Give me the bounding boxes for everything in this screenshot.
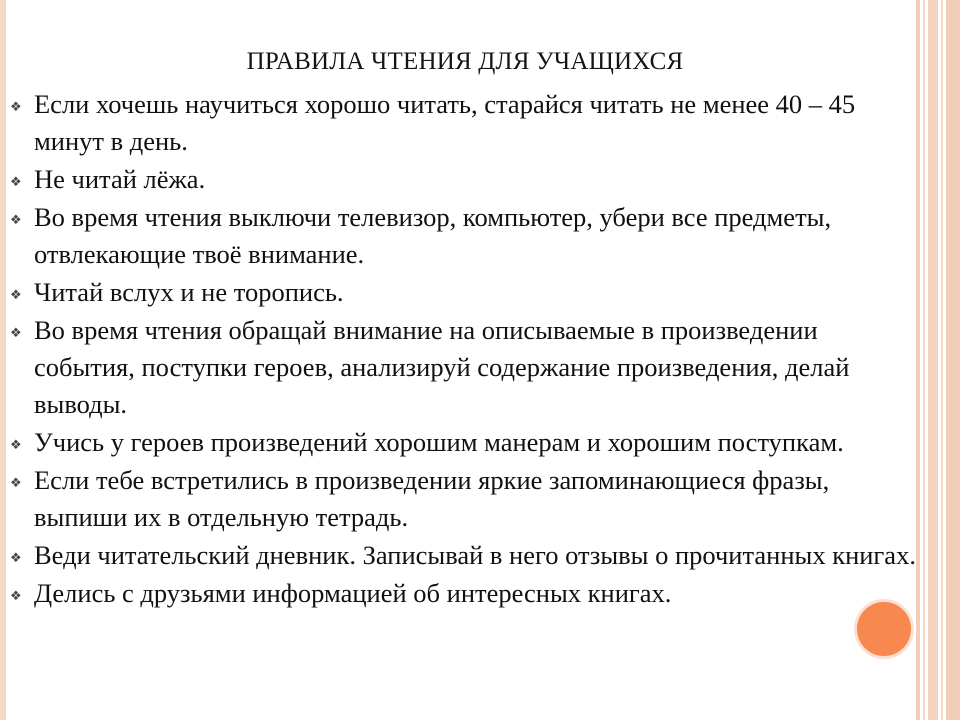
rules-list — [10, 86, 922, 613]
list-item — [10, 274, 922, 311]
rule-text: Если хочешь научиться хорошо читать, старайся читать не менее 40 – 45 минут в день. — [34, 89, 856, 156]
rule-text: Во время чтения выключи телевизор, компьютер, убери все предметы, отвлекающие твоё внимание. — [34, 202, 832, 269]
diamond-bullet-icon: ❖ — [10, 438, 22, 453]
rule-text: Во время чтения обращай внимание на описываемые в произведении события, поступки героев, анализируй содержание произведения, делай выводы. — [34, 315, 850, 419]
diamond-bullet-icon: ❖ — [10, 551, 22, 566]
diamond-bullet-icon: ❖ — [10, 100, 22, 115]
stripe — [928, 0, 938, 720]
right-decorative-stripes — [916, 0, 960, 720]
stripe — [923, 0, 925, 720]
diamond-bullet-icon: ❖ — [10, 175, 22, 190]
left-frame-border — [0, 0, 6, 720]
orange-circle-decoration — [854, 599, 914, 659]
rule-text: Делись с друзьями информацией об интересных книгах. — [34, 578, 672, 608]
rule-text: Читай вслух и не торопись. — [34, 277, 344, 307]
stripe — [941, 0, 943, 720]
list-item — [10, 424, 922, 461]
list-item — [10, 537, 922, 574]
diamond-bullet-icon: ❖ — [10, 213, 22, 228]
rule-text: Веди читательский дневник. Записывай в него отзывы о прочитанных книгах. — [34, 540, 916, 570]
rule-text: Если тебе встретились в произведении яркие запоминающиеся фразы, выпиши их в отдельную тетрадь. — [34, 465, 830, 532]
rule-text: Учись у героев произведений хорошим манерам и хорошим поступкам. — [34, 427, 844, 457]
list-item — [10, 312, 922, 423]
diamond-bullet-icon: ❖ — [10, 589, 22, 604]
rule-text: Не читай лёжа. — [34, 164, 206, 194]
list-item — [10, 161, 922, 198]
list-item — [10, 199, 922, 273]
diamond-bullet-icon: ❖ — [10, 288, 22, 303]
list-item — [10, 86, 922, 160]
stripe — [946, 0, 960, 720]
list-item — [10, 575, 922, 612]
diamond-bullet-icon: ❖ — [10, 476, 22, 491]
list-item — [10, 462, 922, 536]
slide-title: ПРАВИЛА ЧТЕНИЯ ДЛЯ УЧАЩИХСЯ — [246, 48, 684, 75]
diamond-bullet-icon: ❖ — [10, 326, 22, 341]
